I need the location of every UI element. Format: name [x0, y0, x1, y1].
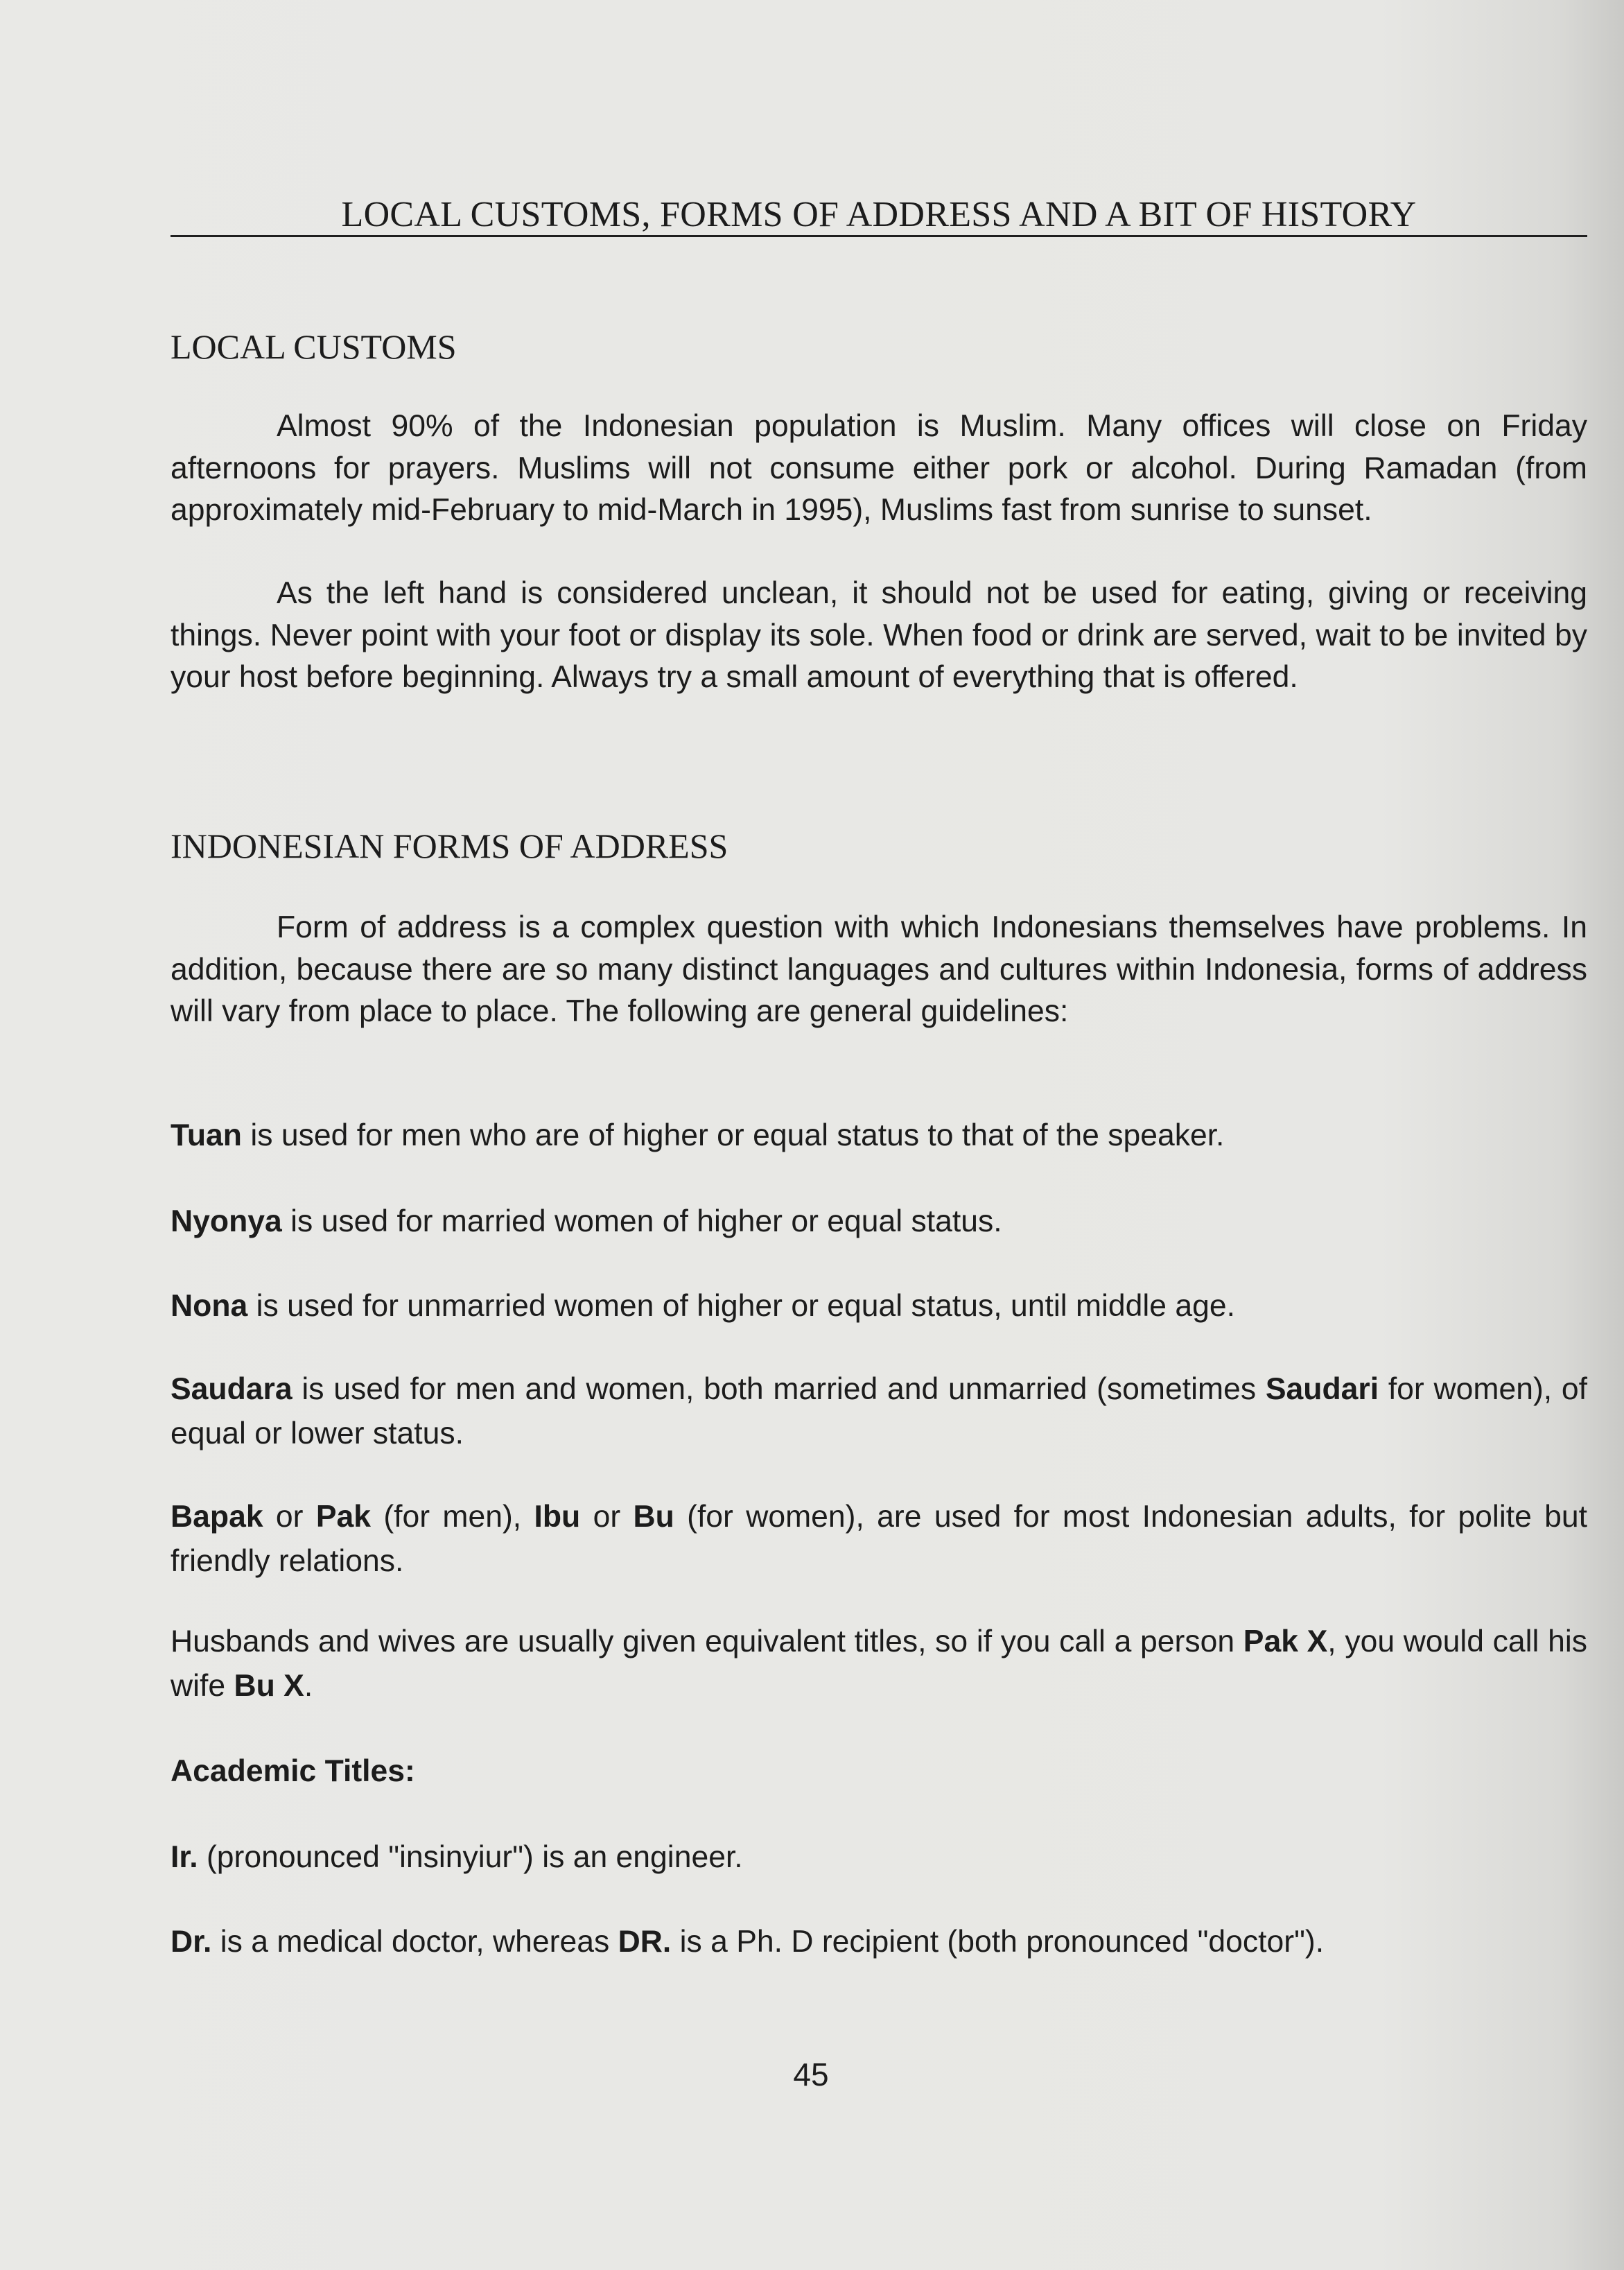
term-saudara: Saudara	[171, 1372, 293, 1406]
entry-nyonya: Nyonya is used for married women of higher or equal status.	[171, 1204, 1002, 1238]
entry-ir: Ir. (pronounced "insinyiur") is an engineer.	[171, 1840, 743, 1874]
term-dr: Dr.	[171, 1925, 212, 1959]
paragraph-forms-intro: Form of address is a complex question with which Indonesians themselves have problems. In addition, because there are so many distinct languages and cultures within Indonesia, forms of address will vary from place to place. The following are general guidelines:	[171, 910, 1587, 1028]
entry-saudara: Saudara is used for men and women, both married and unmarried (sometimes Saudari for women), of equal or lower status.	[171, 1372, 1587, 1450]
entry-spouses: Husbands and wives are usually given equivalent titles, so if you call a person Pak X, you would call his wife Bu X.	[171, 1624, 1587, 1703]
entry-bapak: Bapak or Pak (for men), Ibu or Bu (for women), are used for most Indonesian adults, for polite but friendly relations.	[171, 1500, 1588, 1578]
section-heading-local-customs: LOCAL CUSTOMS	[171, 327, 457, 366]
term-nona: Nona	[171, 1289, 248, 1323]
term-saudari: Saudari	[1265, 1372, 1379, 1406]
term-bapak: Bapak	[171, 1500, 263, 1534]
term-tuan: Tuan	[171, 1118, 242, 1152]
term-phd-dr: DR.	[618, 1925, 672, 1959]
term-pak-x: Pak X	[1243, 1624, 1328, 1658]
paragraph-muslim-population: Almost 90% of the Indonesian population is Muslim. Many offices will close on Friday afternoons for prayers. Muslims will not consume either pork or alcohol. During Ramadan (from approximately mid-February to mid-March in 1995), Muslims fast from sunrise to sunset.	[171, 409, 1587, 527]
page-number: 45	[793, 2056, 829, 2093]
term-ir: Ir.	[171, 1840, 198, 1874]
entry-dr: Dr. is a medical doctor, whereas DR. is a Ph. D recipient (both pronounced "doctor").	[171, 1925, 1325, 1959]
term-bu: Bu	[633, 1500, 674, 1534]
paragraph-left-hand: As the left hand is considered unclean, it should not be used for eating, giving or receiving things. Never point with your foot or display its sole. When food or drink are served, wait to be invited by your host before beginning. Always try a small amount of everything that is offered.	[171, 576, 1587, 694]
term-ibu: Ibu	[534, 1500, 581, 1534]
page-title: LOCAL CUSTOMS, FORMS OF ADDRESS AND A BIT OF HISTORY	[341, 195, 1417, 234]
entry-nona: Nona is used for unmarried women of higher or equal status, until middle age.	[171, 1289, 1236, 1323]
section-heading-forms-of-address: INDONESIAN FORMS OF ADDRESS	[171, 826, 728, 865]
term-nyonya: Nyonya	[171, 1204, 282, 1238]
entry-tuan: Tuan is used for men who are of higher or equal status to that of the speaker.	[171, 1118, 1225, 1152]
academic-titles-heading: Academic Titles:	[171, 1754, 415, 1788]
term-pak: Pak	[315, 1500, 371, 1534]
title-underline	[171, 235, 1587, 237]
term-bu-x: Bu X	[234, 1669, 304, 1703]
